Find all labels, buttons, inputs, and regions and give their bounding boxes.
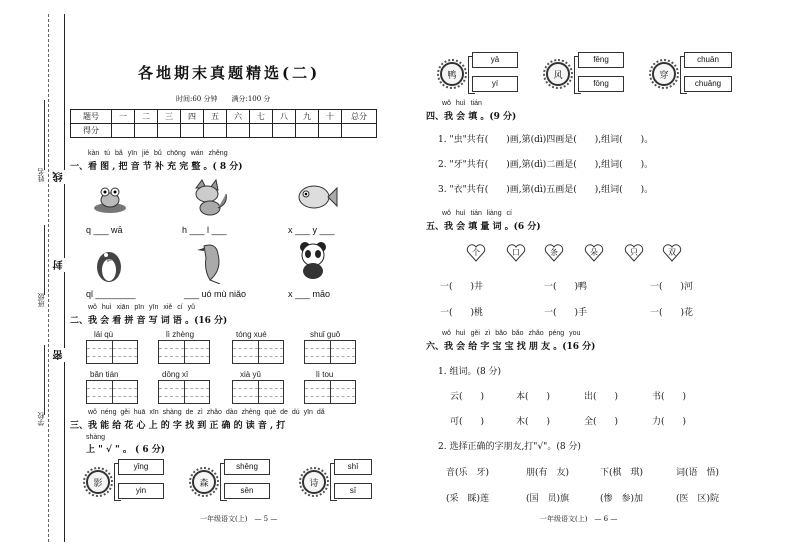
q4-heading: 四、我 会 填 。(9 分) bbox=[426, 112, 517, 122]
q4-line: 2. "牙"共有( )画,第(dì)二画是( ),组词( )。 bbox=[438, 160, 654, 170]
heart-word[interactable] bbox=[584, 244, 604, 262]
q1-item: x ___ y ___ bbox=[288, 225, 335, 235]
flower-char: 鸭 bbox=[440, 62, 464, 86]
seal-mark-mid: 封 bbox=[54, 260, 65, 270]
q2-word: xià yǔ bbox=[240, 370, 261, 379]
option-box[interactable]: chuān bbox=[684, 52, 732, 68]
flower-char: 风 bbox=[546, 62, 570, 86]
q4-pinyin: wǒ huì tián bbox=[442, 100, 482, 107]
score-header: 四 bbox=[181, 110, 204, 124]
score-header: 七 bbox=[250, 110, 273, 124]
score-cell[interactable] bbox=[273, 124, 296, 138]
score-cell[interactable] bbox=[181, 124, 204, 138]
q2-pinyin: wǒ huì xiān pīn yīn xiě cí yǔ bbox=[88, 304, 195, 311]
score-header: 一 bbox=[112, 110, 135, 124]
q2-word: lái qù bbox=[94, 330, 114, 339]
option-box[interactable]: fēng bbox=[578, 52, 624, 68]
score-cell[interactable] bbox=[227, 124, 250, 138]
score-header: 总分 bbox=[342, 110, 377, 124]
writing-grid[interactable] bbox=[86, 380, 138, 404]
q2-word: bǎn tián bbox=[90, 370, 119, 379]
q2-word: lì zhèng bbox=[166, 330, 195, 339]
option-box[interactable]: yin bbox=[118, 483, 164, 499]
q6-item: 木( ) bbox=[516, 417, 551, 427]
option-box[interactable]: yí bbox=[472, 76, 518, 92]
option-box[interactable]: yā bbox=[472, 52, 518, 68]
option-box[interactable]: fōng bbox=[578, 76, 624, 92]
writing-grid[interactable] bbox=[232, 380, 284, 404]
q5-item: 一( )手 bbox=[544, 308, 588, 318]
q6-item: 本( ) bbox=[516, 392, 551, 402]
class-label: 班级 bbox=[37, 293, 45, 307]
heart-label: 朵 bbox=[590, 248, 598, 257]
flower-char: 穿 bbox=[652, 62, 676, 86]
heart-label: 口 bbox=[512, 248, 520, 257]
q6-choice[interactable]: (惨 参)加 bbox=[600, 494, 644, 504]
exam-meta: 时间:60 分钟 满分:100 分 bbox=[176, 95, 271, 103]
score-header: 三 bbox=[158, 110, 181, 124]
option-box[interactable]: sēn bbox=[224, 483, 270, 499]
q6-choice[interactable]: 音(乐 牙) bbox=[446, 468, 490, 478]
heart-word[interactable] bbox=[662, 244, 682, 262]
seal-mark-top: 线 bbox=[54, 172, 65, 182]
q1-item: ___ uó mù niǎo bbox=[184, 289, 247, 299]
q1-item: h ___ l ___ bbox=[182, 225, 227, 235]
q6-choice[interactable]: 下(棋 琪) bbox=[600, 468, 644, 478]
q6-pinyin: wǒ huì gěi zì bǎo bǎo zhǎo péng you bbox=[442, 330, 581, 337]
name-blank bbox=[44, 100, 45, 170]
school-blank bbox=[44, 345, 45, 415]
option-box[interactable]: yǐng bbox=[118, 459, 164, 475]
q6-sub-1: 1. 组词。(8 分) bbox=[438, 367, 502, 377]
q1-item: q ___ wā bbox=[86, 225, 123, 235]
q2-heading: 二、我 会 看 拼 音 写 词 语 。(16 分) bbox=[70, 316, 228, 326]
q3-heading: 三、我 能 给 花 心 上 的 字 找 到 正 确 的 读 音 , 打 bbox=[70, 421, 286, 431]
q1-item: x ___ māo bbox=[288, 289, 331, 299]
score-header: 二 bbox=[135, 110, 158, 124]
school-label: 学校 bbox=[37, 412, 45, 426]
q6-sub-2: 2. 选择正确的字朋友,打"√"。(8 分) bbox=[438, 442, 581, 452]
heart-label: 只 bbox=[630, 248, 638, 257]
seal-mark-bottom: 密 bbox=[54, 350, 65, 360]
q3-pinyin-2: shàng bbox=[86, 434, 106, 441]
score-header: 八 bbox=[273, 110, 296, 124]
penguin-picture bbox=[94, 243, 124, 283]
score-cell[interactable] bbox=[135, 124, 158, 138]
q6-item: 出( ) bbox=[584, 392, 619, 402]
q6-item: 力( ) bbox=[652, 417, 687, 427]
q5-heading: 五、我 会 填 量 词 。(6 分) bbox=[426, 222, 541, 232]
q4-line: 3. "衣"共有( )画,第(dì)五画是( ),组词( )。 bbox=[438, 185, 654, 195]
score-header: 九 bbox=[296, 110, 319, 124]
fox-picture bbox=[190, 178, 230, 216]
cut-line bbox=[48, 14, 49, 542]
q6-choice[interactable]: 词(语 悟) bbox=[676, 468, 720, 478]
score-header: 题号 bbox=[71, 110, 112, 124]
score-cell[interactable] bbox=[158, 124, 181, 138]
q6-choice[interactable]: (医 区)院 bbox=[676, 494, 720, 504]
writing-grid[interactable] bbox=[86, 340, 138, 364]
q3-pinyin: wǒ néng gěi huā xīn shàng de zì zhǎo dào zhèng què de dú yīn dǎ bbox=[88, 409, 325, 416]
flower-char: 诗 bbox=[302, 470, 326, 494]
score-header: 五 bbox=[204, 110, 227, 124]
option-box[interactable]: chuāng bbox=[684, 76, 732, 92]
left-footer: 一年级语文(上) — 5 — bbox=[200, 515, 278, 523]
q1-heading: 一、看 图 , 把 音 节 补 充 完 整 。( 8 分) bbox=[70, 162, 243, 172]
heart-word[interactable] bbox=[506, 244, 526, 262]
binding-line bbox=[64, 14, 65, 542]
page-title: 各地期末真题精选(二) bbox=[138, 64, 321, 82]
fish-picture bbox=[296, 180, 338, 214]
option-box[interactable]: shī bbox=[334, 459, 372, 475]
flower-char: 森 bbox=[192, 470, 216, 494]
option-box[interactable]: sī bbox=[334, 483, 372, 499]
score-cell[interactable] bbox=[319, 124, 342, 138]
q6-item: 可( ) bbox=[450, 417, 485, 427]
score-header: 六 bbox=[227, 110, 250, 124]
q5-item: 一( )河 bbox=[650, 282, 694, 292]
q6-choice[interactable]: (采 睬)莲 bbox=[446, 494, 490, 504]
q3-heading-2: 上 " √ " 。 ( 6 分) bbox=[86, 445, 166, 455]
option-box[interactable]: shēng bbox=[224, 459, 270, 475]
panda-picture bbox=[296, 240, 330, 280]
q5-item: 一( )桃 bbox=[440, 308, 484, 318]
q6-item: 书( ) bbox=[652, 392, 687, 402]
heart-word[interactable] bbox=[624, 244, 644, 262]
q1-pinyin: kàn tú bǎ yīn jié bǔ chōng wán zhěng bbox=[88, 150, 228, 157]
q6-item: 云( ) bbox=[450, 392, 485, 402]
writing-grid[interactable] bbox=[304, 340, 356, 364]
class-blank bbox=[44, 225, 45, 295]
score-cell[interactable] bbox=[250, 124, 273, 138]
heart-label: 个 bbox=[472, 248, 480, 257]
q4-line: 1. "虫"共有( )画,第(dì)四画是( ),组词( )。 bbox=[438, 135, 654, 145]
q5-item: 一( )鸭 bbox=[544, 282, 588, 292]
writing-grid[interactable] bbox=[304, 380, 356, 404]
q1-item: qǐ ________ bbox=[86, 289, 136, 299]
woodpecker-picture bbox=[196, 240, 230, 284]
q5-item: 一( )花 bbox=[650, 308, 694, 318]
q6-choice[interactable]: (国 员)旗 bbox=[526, 494, 570, 504]
score-cell[interactable] bbox=[204, 124, 227, 138]
heart-label: 双 bbox=[668, 248, 676, 257]
writing-grid[interactable] bbox=[232, 340, 284, 364]
q6-item: 全( ) bbox=[584, 417, 619, 427]
score-table bbox=[70, 109, 377, 138]
score-header: 十 bbox=[319, 110, 342, 124]
score-row bbox=[71, 124, 377, 138]
writing-grid[interactable] bbox=[158, 380, 210, 404]
q5-pinyin: wǒ huì tián liàng cí bbox=[442, 210, 512, 217]
q2-word: tóng xué bbox=[236, 330, 267, 339]
right-footer: 一年级语文(上) — 6 — bbox=[540, 515, 618, 523]
score-cell[interactable] bbox=[296, 124, 319, 138]
q6-choice[interactable]: 朋(有 友) bbox=[526, 468, 570, 478]
heart-label: 条 bbox=[550, 248, 558, 257]
heart-word[interactable] bbox=[544, 244, 564, 262]
q2-word: dōng xī bbox=[162, 370, 189, 379]
heart-word[interactable] bbox=[466, 244, 486, 262]
q6-heading: 六、我 会 给 字 宝 宝 找 朋 友 。(16 分) bbox=[426, 342, 596, 352]
flower-char: 影 bbox=[86, 470, 110, 494]
frog-picture bbox=[92, 180, 128, 214]
q2-word: shuǐ guǒ bbox=[310, 330, 341, 339]
score-cell[interactable] bbox=[112, 124, 135, 138]
q5-item: 一( )井 bbox=[440, 282, 484, 292]
score-row-label: 得分 bbox=[71, 124, 112, 138]
name-label: 姓名 bbox=[37, 168, 45, 182]
writing-grid[interactable] bbox=[158, 340, 210, 364]
score-header-row bbox=[71, 110, 377, 124]
q2-word: lì tou bbox=[316, 370, 334, 379]
score-cell[interactable] bbox=[342, 124, 377, 138]
